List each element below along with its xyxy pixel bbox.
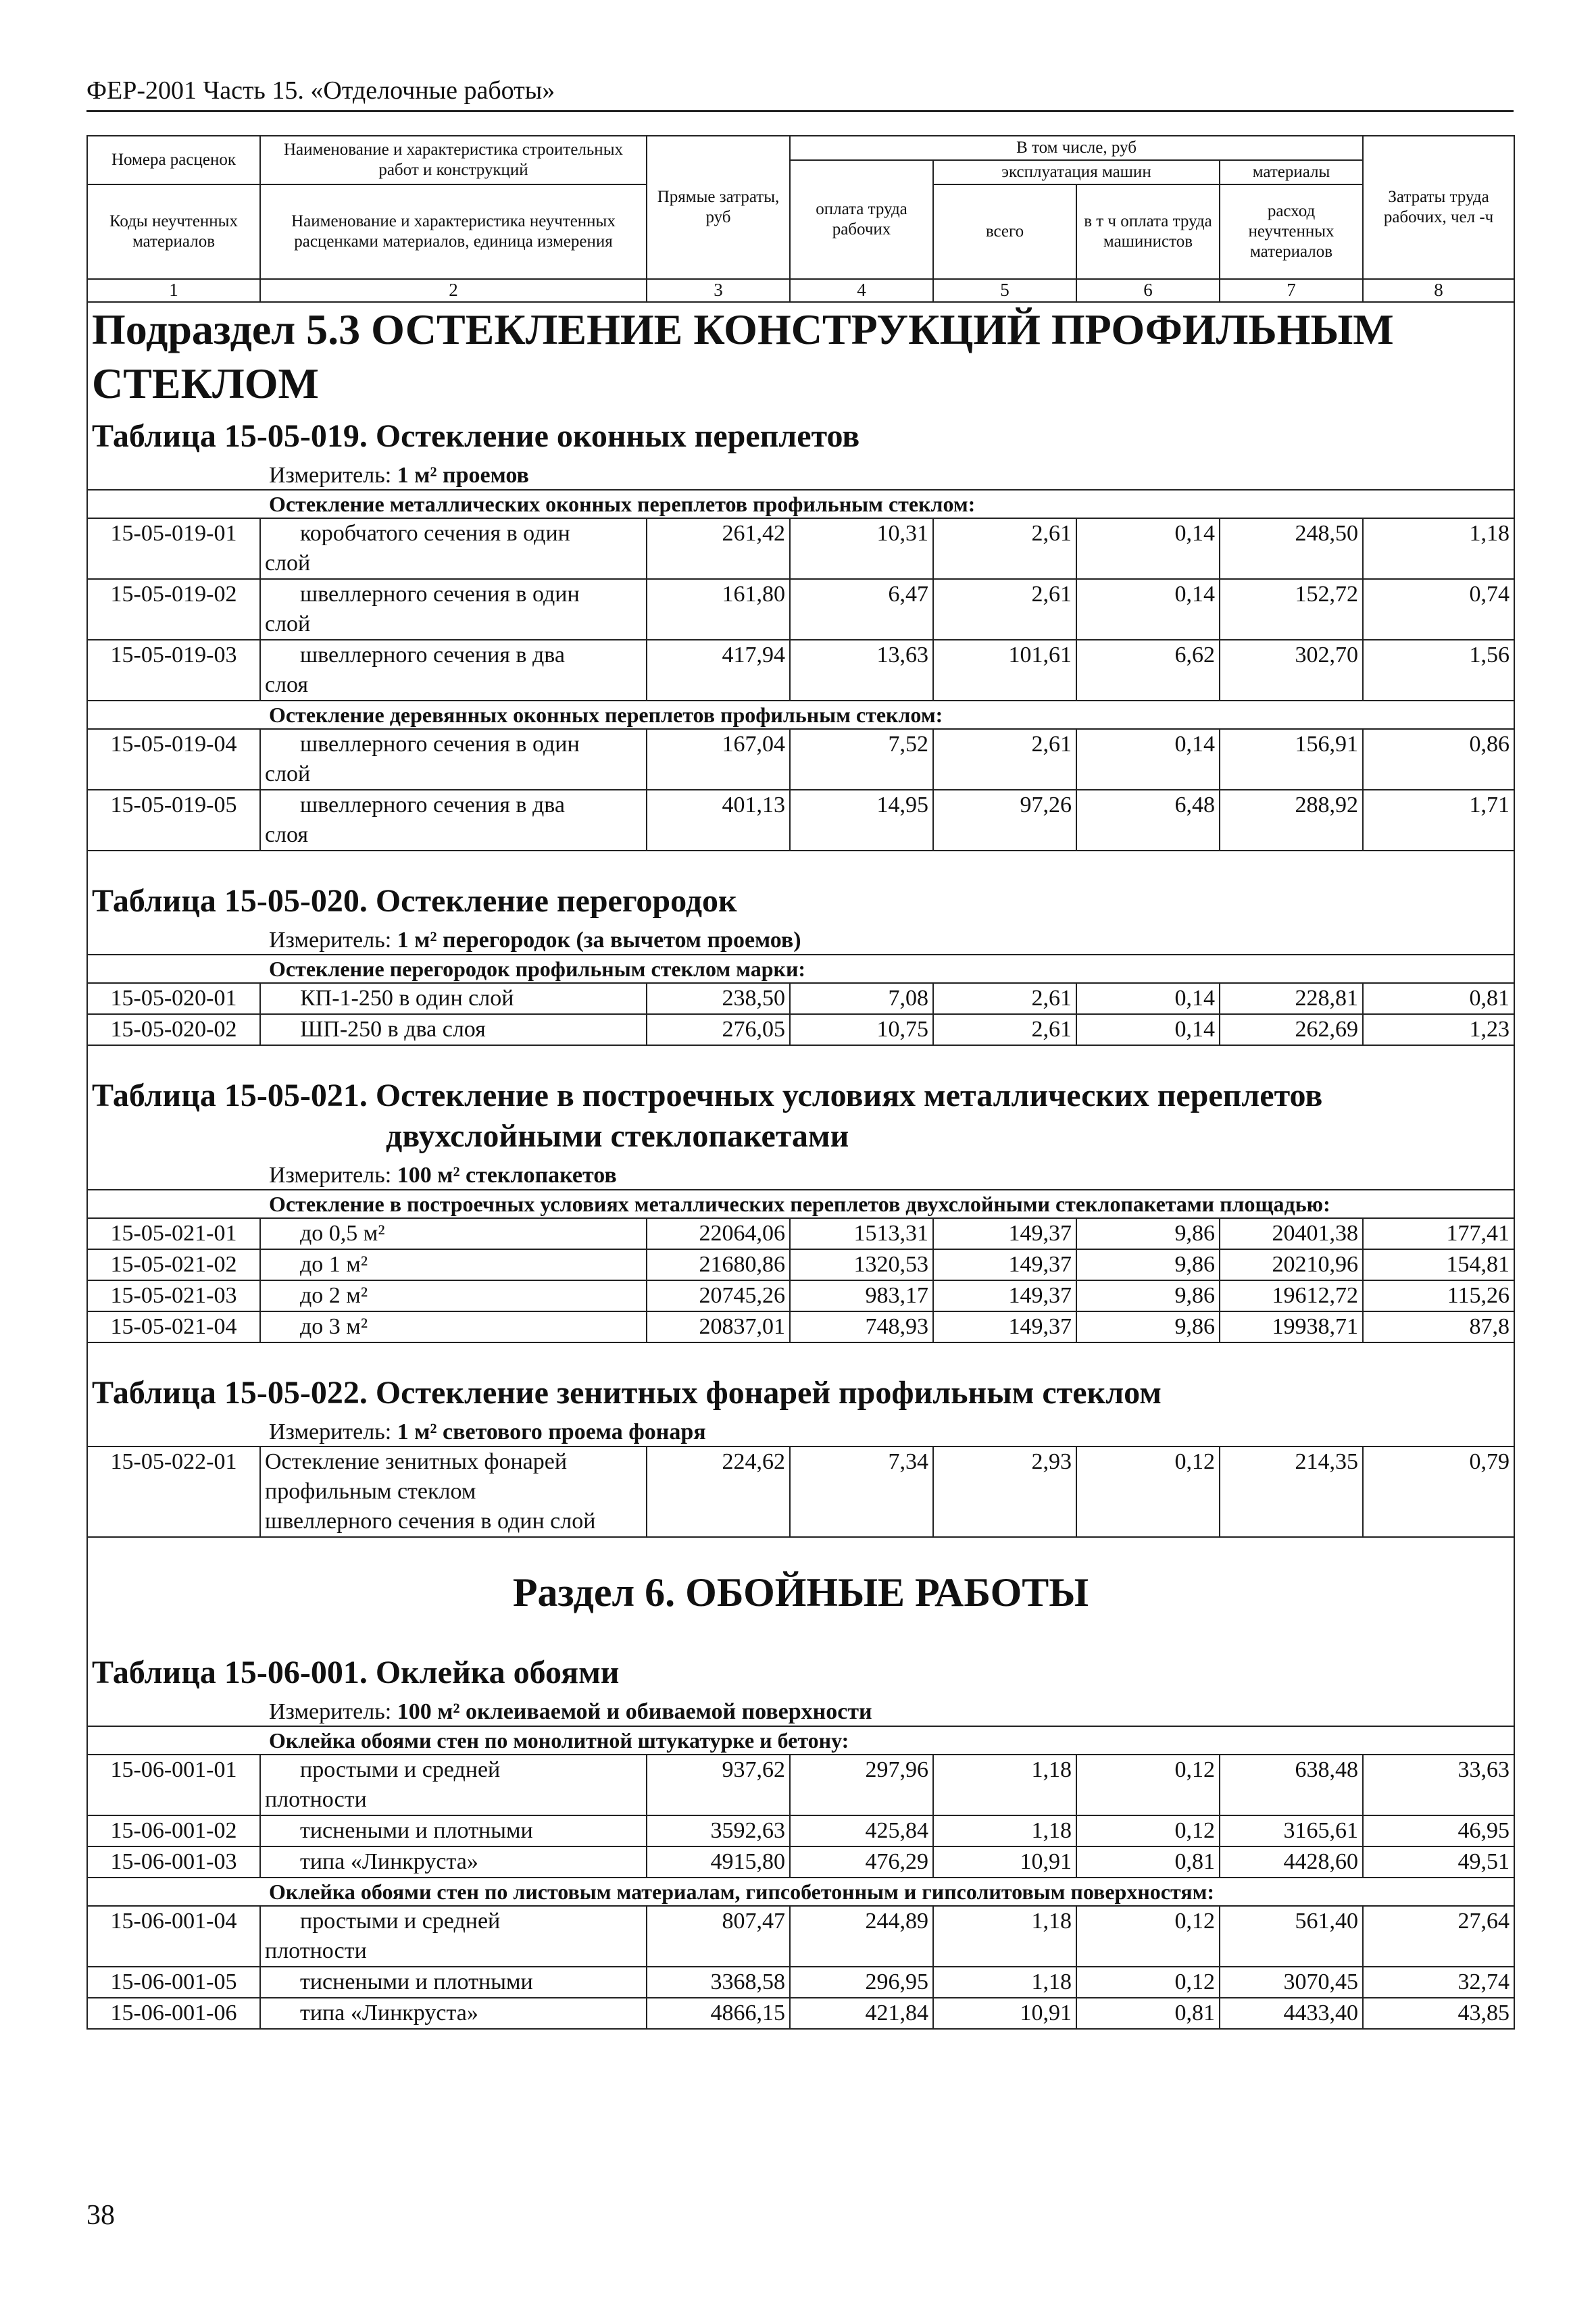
rate-name: до 2 м² <box>260 1280 647 1311</box>
direct-cost: 937,62 <box>647 1755 790 1815</box>
rate-name: простыми и средней плотности <box>260 1755 647 1815</box>
direct-cost: 161,80 <box>647 579 790 640</box>
machinist-pay: 9,86 <box>1076 1218 1220 1249</box>
col-num: 1 <box>87 279 260 302</box>
rate-code: 15-06-001-04 <box>87 1906 260 1967</box>
table-row <box>87 1311 1514 1342</box>
rate-code: 15-06-001-02 <box>87 1815 260 1846</box>
hdr-col3: Прямые затраты, руб <box>647 136 790 279</box>
labor-pay: 10,31 <box>790 518 933 579</box>
table-row <box>87 1280 1514 1311</box>
machines-total: 2,93 <box>933 1447 1076 1537</box>
materials-cost: 20401,38 <box>1220 1218 1363 1249</box>
machinist-pay: 6,62 <box>1076 640 1220 701</box>
rates-table <box>86 135 1515 2030</box>
hdr-machines: эксплуатация машин <box>933 160 1220 184</box>
group-heading: Оклейка обоями стен по листовым материалам, гипсобетонным и гипсолитовым поверхностям: <box>87 1878 1514 1906</box>
materials-cost: 248,50 <box>1220 518 1363 579</box>
col-num: 5 <box>933 279 1076 302</box>
rate-name: швеллерного сечения в два слоя <box>260 790 647 851</box>
hdr-including: В том числе, руб <box>790 136 1363 160</box>
direct-cost: 238,50 <box>647 983 790 1014</box>
table-row <box>87 579 1514 640</box>
machinist-pay: 0,81 <box>1076 1846 1220 1878</box>
rate-code: 15-05-020-01 <box>87 983 260 1014</box>
rate-code: 15-05-019-03 <box>87 640 260 701</box>
rate-code: 15-06-001-06 <box>87 1998 260 2029</box>
machinist-pay: 9,86 <box>1076 1311 1220 1342</box>
table-title: Таблица 15-06-001. Оклейка обоями <box>87 1623 1514 1699</box>
col-num: 6 <box>1076 279 1220 302</box>
direct-cost: 20745,26 <box>647 1280 790 1311</box>
rate-code: 15-05-021-03 <box>87 1280 260 1311</box>
direct-cost: 261,42 <box>647 518 790 579</box>
hdr-col4: оплата труда рабочих <box>790 160 933 279</box>
labor-pay: 748,93 <box>790 1311 933 1342</box>
labor-hours: 43,85 <box>1363 1998 1514 2029</box>
machines-total: 10,91 <box>933 1846 1076 1878</box>
rate-code: 15-05-019-02 <box>87 579 260 640</box>
rate-name: до 3 м² <box>260 1311 647 1342</box>
measure-unit: Измеритель: 1 м² светового проема фонаря <box>87 1419 1514 1447</box>
materials-cost: 561,40 <box>1220 1906 1363 1967</box>
direct-cost: 20837,01 <box>647 1311 790 1342</box>
rate-name: КП-1-250 в один слой <box>260 983 647 1014</box>
direct-cost: 167,04 <box>647 729 790 790</box>
materials-cost: 156,91 <box>1220 729 1363 790</box>
hdr-col5: всего <box>933 184 1076 279</box>
rate-name: швеллерного сечения в один слой <box>260 579 647 640</box>
labor-pay: 7,52 <box>790 729 933 790</box>
labor-hours: 1,23 <box>1363 1014 1514 1045</box>
rate-name: типа «Линкруста» <box>260 1998 647 2029</box>
labor-pay: 244,89 <box>790 1906 933 1967</box>
rate-code: 15-05-021-04 <box>87 1311 260 1342</box>
labor-hours: 49,51 <box>1363 1846 1514 1878</box>
rate-name: ШП-250 в два слоя <box>260 1014 647 1045</box>
table-title: Таблица 15-05-019. Остекление оконных переплетов <box>87 411 1514 462</box>
header-rule <box>86 110 1514 112</box>
machines-total: 149,37 <box>933 1311 1076 1342</box>
labor-pay: 425,84 <box>790 1815 933 1846</box>
rate-code: 15-05-021-02 <box>87 1249 260 1280</box>
labor-pay: 296,95 <box>790 1967 933 1998</box>
page-number: 38 <box>86 2200 115 2231</box>
direct-cost: 4866,15 <box>647 1998 790 2029</box>
machinist-pay: 0,14 <box>1076 729 1220 790</box>
direct-cost: 417,94 <box>647 640 790 701</box>
table-row <box>87 1846 1514 1878</box>
direct-cost: 3592,63 <box>647 1815 790 1846</box>
machines-total: 2,61 <box>933 579 1076 640</box>
machinist-pay: 0,14 <box>1076 1014 1220 1045</box>
table-row <box>87 983 1514 1014</box>
rate-name: до 0,5 м² <box>260 1218 647 1249</box>
labor-pay: 983,17 <box>790 1280 933 1311</box>
hdr-col1-bottom: Коды неучтенных материалов <box>87 184 260 279</box>
labor-pay: 297,96 <box>790 1755 933 1815</box>
materials-cost: 20210,96 <box>1220 1249 1363 1280</box>
table-row <box>87 518 1514 579</box>
rate-name: Остекление зенитных фонарей профильным стеклом швеллерного сечения в один слой <box>260 1447 647 1537</box>
materials-cost: 288,92 <box>1220 790 1363 851</box>
rate-name: типа «Линкруста» <box>260 1846 647 1878</box>
labor-hours: 1,18 <box>1363 518 1514 579</box>
labor-hours: 87,8 <box>1363 1311 1514 1342</box>
section-title: Раздел 6. ОБОЙНЫЕ РАБОТЫ <box>87 1537 1514 1623</box>
direct-cost: 21680,86 <box>647 1249 790 1280</box>
table-row <box>87 729 1514 790</box>
group-heading: Оклейка обоями стен по монолитной штукатурке и бетону: <box>87 1726 1514 1755</box>
machines-total: 149,37 <box>933 1218 1076 1249</box>
table-title: Таблица 15-05-022. Остекление зенитных фонарей профильным стеклом <box>87 1342 1514 1419</box>
table-row <box>87 1249 1514 1280</box>
materials-cost: 638,48 <box>1220 1755 1363 1815</box>
materials-cost: 3165,61 <box>1220 1815 1363 1846</box>
materials-cost: 214,35 <box>1220 1447 1363 1537</box>
machines-total: 101,61 <box>933 640 1076 701</box>
table-row <box>87 1218 1514 1249</box>
machinist-pay: 0,14 <box>1076 518 1220 579</box>
materials-cost: 152,72 <box>1220 579 1363 640</box>
hdr-col8: Затраты труда рабочих, чел -ч <box>1363 136 1514 279</box>
labor-hours: 27,64 <box>1363 1906 1514 1967</box>
group-heading: Остекление металлических оконных переплетов профильным стеклом: <box>87 490 1514 518</box>
labor-pay: 1320,53 <box>790 1249 933 1280</box>
labor-pay: 7,34 <box>790 1447 933 1537</box>
direct-cost: 3368,58 <box>647 1967 790 1998</box>
table-row <box>87 640 1514 701</box>
hdr-col2-top: Наименование и характеристика строительных работ и конструкций <box>260 136 647 184</box>
machinist-pay: 0,12 <box>1076 1755 1220 1815</box>
machinist-pay: 0,12 <box>1076 1447 1220 1537</box>
labor-pay: 13,63 <box>790 640 933 701</box>
rate-name: тиснеными и плотными <box>260 1967 647 1998</box>
labor-pay: 7,08 <box>790 983 933 1014</box>
rate-code: 15-05-019-05 <box>87 790 260 851</box>
hdr-col7: расход неучтенных материалов <box>1220 184 1363 279</box>
measure-unit: Измеритель: 100 м² стеклопакетов <box>87 1162 1514 1190</box>
machines-total: 2,61 <box>933 1014 1076 1045</box>
table-row <box>87 1906 1514 1967</box>
machines-total: 2,61 <box>933 518 1076 579</box>
table-title: Таблица 15-05-020. Остекление перегородок <box>87 851 1514 927</box>
labor-pay: 14,95 <box>790 790 933 851</box>
labor-hours: 154,81 <box>1363 1249 1514 1280</box>
machinist-pay: 0,12 <box>1076 1967 1220 1998</box>
hdr-col6: в т ч оплата труда машинистов <box>1076 184 1220 279</box>
rate-name: швеллерного сечения в два слоя <box>260 640 647 701</box>
direct-cost: 224,62 <box>647 1447 790 1537</box>
materials-cost: 4428,60 <box>1220 1846 1363 1878</box>
table-row <box>87 1447 1514 1537</box>
materials-cost: 4433,40 <box>1220 1998 1363 2029</box>
subsection-title: Подраздел 5.3 ОСТЕКЛЕНИЕ КОНСТРУКЦИЙ ПРОФИЛЬНЫМ СТЕКЛОМ <box>87 302 1514 411</box>
hdr-col2-bottom: Наименование и характеристика неучтенных расценками материалов, единица измерения <box>260 184 647 279</box>
col-num: 8 <box>1363 279 1514 302</box>
rate-name: коробчатого сечения в один слой <box>260 518 647 579</box>
labor-pay: 6,47 <box>790 579 933 640</box>
labor-pay: 10,75 <box>790 1014 933 1045</box>
machines-total: 1,18 <box>933 1967 1076 1998</box>
rate-code: 15-06-001-03 <box>87 1846 260 1878</box>
machines-total: 1,18 <box>933 1906 1076 1967</box>
table-row <box>87 1815 1514 1846</box>
rate-name: швеллерного сечения в один слой <box>260 729 647 790</box>
direct-cost: 22064,06 <box>647 1218 790 1249</box>
rate-code: 15-06-001-05 <box>87 1967 260 1998</box>
measure-unit: Измеритель: 100 м² оклеиваемой и обиваемой поверхности <box>87 1699 1514 1726</box>
rate-code: 15-05-021-01 <box>87 1218 260 1249</box>
direct-cost: 807,47 <box>647 1906 790 1967</box>
hdr-col1-top: Номера расценок <box>87 136 260 184</box>
machinist-pay: 9,86 <box>1076 1249 1220 1280</box>
machines-total: 10,91 <box>933 1998 1076 2029</box>
machines-total: 149,37 <box>933 1249 1076 1280</box>
rate-name: простыми и средней плотности <box>260 1906 647 1967</box>
machinist-pay: 0,81 <box>1076 1998 1220 2029</box>
hdr-materials: материалы <box>1220 160 1363 184</box>
machines-total: 97,26 <box>933 790 1076 851</box>
table-row <box>87 790 1514 851</box>
direct-cost: 401,13 <box>647 790 790 851</box>
machinist-pay: 0,12 <box>1076 1906 1220 1967</box>
col-num: 3 <box>647 279 790 302</box>
measure-unit: Измеритель: 1 м² перегородок (за вычетом проемов) <box>87 927 1514 955</box>
labor-hours: 1,56 <box>1363 640 1514 701</box>
labor-hours: 115,26 <box>1363 1280 1514 1311</box>
col-num: 4 <box>790 279 933 302</box>
table-row <box>87 1755 1514 1815</box>
machinist-pay: 0,14 <box>1076 983 1220 1014</box>
labor-hours: 0,81 <box>1363 983 1514 1014</box>
materials-cost: 3070,45 <box>1220 1967 1363 1998</box>
table-title: Таблица 15-05-021. Остекление в построечных условиях металлических переплетов двухслойными стеклопакетами <box>87 1045 1514 1162</box>
machines-total: 2,61 <box>933 729 1076 790</box>
labor-hours: 177,41 <box>1363 1218 1514 1249</box>
machinist-pay: 0,14 <box>1076 579 1220 640</box>
machines-total: 2,61 <box>933 983 1076 1014</box>
page-header: ФЕР-2001 Часть 15. «Отделочные работы» <box>86 76 555 105</box>
col-num: 2 <box>260 279 647 302</box>
materials-cost: 228,81 <box>1220 983 1363 1014</box>
rate-code: 15-05-019-04 <box>87 729 260 790</box>
labor-hours: 0,74 <box>1363 579 1514 640</box>
group-heading: Остекление перегородок профильным стеклом марки: <box>87 955 1514 983</box>
labor-hours: 0,86 <box>1363 729 1514 790</box>
group-heading: Остекление в построечных условиях металлических переплетов двухслойными стеклопакетами площадью: <box>87 1190 1514 1218</box>
labor-hours: 46,95 <box>1363 1815 1514 1846</box>
materials-cost: 262,69 <box>1220 1014 1363 1045</box>
measure-unit: Измеритель: 1 м² проемов <box>87 462 1514 490</box>
direct-cost: 276,05 <box>647 1014 790 1045</box>
rate-name: тиснеными и плотными <box>260 1815 647 1846</box>
labor-pay: 1513,31 <box>790 1218 933 1249</box>
labor-hours: 33,63 <box>1363 1755 1514 1815</box>
rate-code: 15-05-022-01 <box>87 1447 260 1537</box>
labor-pay: 476,29 <box>790 1846 933 1878</box>
rate-name: до 1 м² <box>260 1249 647 1280</box>
table-row <box>87 1967 1514 1998</box>
col-num: 7 <box>1220 279 1363 302</box>
machines-total: 1,18 <box>933 1815 1076 1846</box>
materials-cost: 19938,71 <box>1220 1311 1363 1342</box>
rate-code: 15-06-001-01 <box>87 1755 260 1815</box>
labor-pay: 421,84 <box>790 1998 933 2029</box>
materials-cost: 19612,72 <box>1220 1280 1363 1311</box>
machinist-pay: 9,86 <box>1076 1280 1220 1311</box>
labor-hours: 0,79 <box>1363 1447 1514 1537</box>
group-heading: Остекление деревянных оконных переплетов профильным стеклом: <box>87 701 1514 729</box>
table-row <box>87 1998 1514 2029</box>
rate-code: 15-05-019-01 <box>87 518 260 579</box>
materials-cost: 302,70 <box>1220 640 1363 701</box>
machines-total: 1,18 <box>933 1755 1076 1815</box>
machinist-pay: 0,12 <box>1076 1815 1220 1846</box>
machinist-pay: 6,48 <box>1076 790 1220 851</box>
labor-hours: 1,71 <box>1363 790 1514 851</box>
table-row <box>87 1014 1514 1045</box>
machines-total: 149,37 <box>933 1280 1076 1311</box>
direct-cost: 4915,80 <box>647 1846 790 1878</box>
rate-code: 15-05-020-02 <box>87 1014 260 1045</box>
labor-hours: 32,74 <box>1363 1967 1514 1998</box>
